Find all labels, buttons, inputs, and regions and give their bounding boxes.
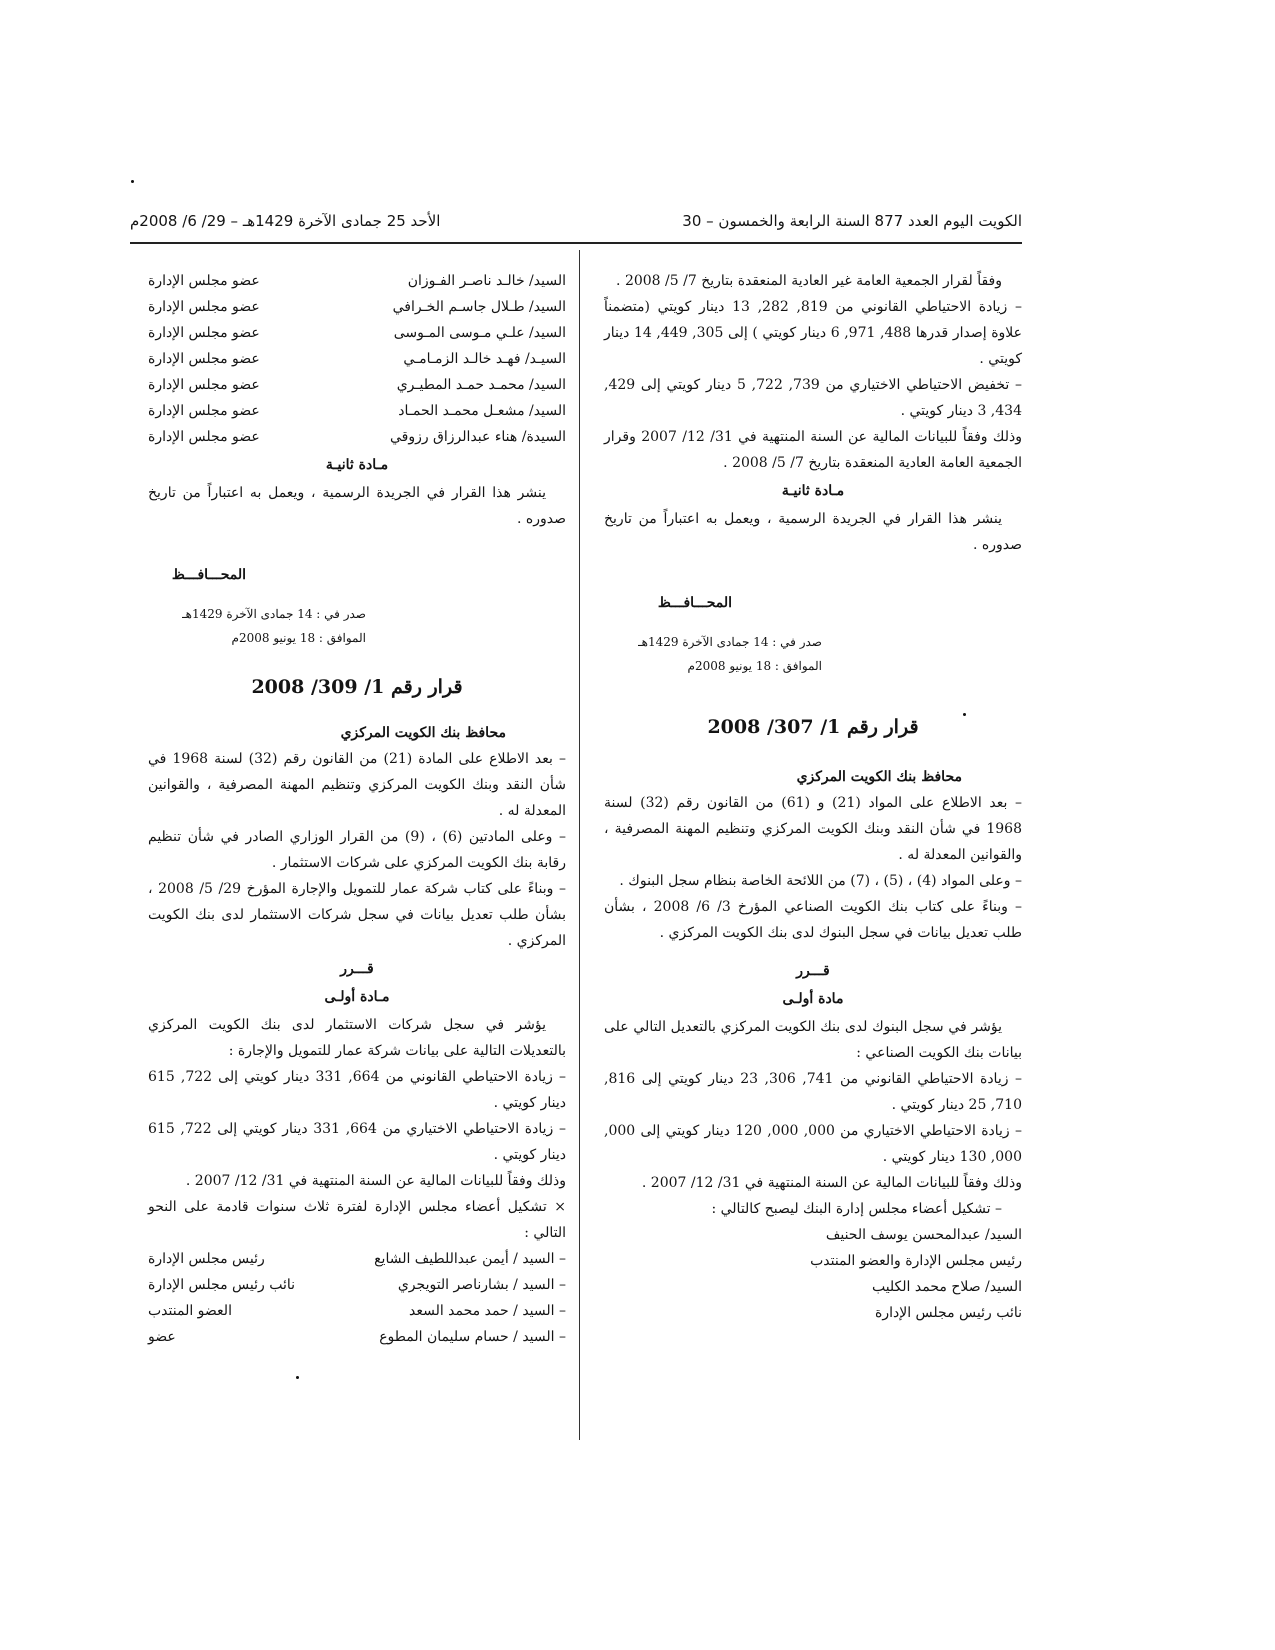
paragraph: – وبناءً على كتاب شركة عمار للتمويل والإجارة المؤرخ 29/ 5/ 2008 ، بشأن طلب تعديل بيانات في سجل شركات الاستثمار لدى بنك الكويت المركزي .	[148, 881, 566, 949]
decision-title: قرار رقم 1/ 307/ 2008	[707, 716, 919, 738]
paragraph: – وبناءً على كتاب بنك الكويت الصناعي المؤرخ 3/ 6/ 2008 ، بشأن طلب تعديل بيانات في سجل البنوك لدى بنك الكويت المركزي .	[604, 899, 1022, 941]
scan-speck	[963, 713, 966, 716]
board-member-role: نائب رئيس مجلس الإدارة	[875, 1305, 1022, 1321]
paragraph: وذلك وفقاً للبيانات المالية عن السنة المنتهية في 31/ 12/ 2007 وقرار الجمعية العامة العادية المنعقدة بتاريخ 7/ 5/ 2008 .	[604, 429, 1022, 471]
member-row	[148, 398, 566, 424]
decided-heading: قـــرر	[340, 961, 374, 977]
member-role: عضو مجلس الإدارة	[148, 351, 260, 367]
paragraph: وذلك وفقاً للبيانات المالية عن السنة المنتهية في 31/ 12/ 2007 .	[641, 1175, 1022, 1191]
scan-speck	[131, 180, 134, 183]
board-member-name: السيد/ صلاح محمد الكليب	[871, 1279, 1022, 1295]
member-name: السيد/ طـلال جاسـم الخـرافي	[392, 299, 566, 315]
member-name: السيد/ مشعـل محمـد الحمـاد	[398, 403, 566, 419]
issue-date-gregorian: الموافق : 18 يونيو 2008م	[231, 631, 366, 645]
board-row	[148, 1246, 566, 1272]
member-name: السيد/ خالـد ناصـر الفـوزان	[407, 273, 566, 289]
board-row	[148, 1298, 566, 1324]
header-rule	[130, 242, 1022, 244]
page-header	[130, 208, 1022, 238]
board-member-role: العضو المنتدب	[148, 1303, 232, 1319]
paragraph: يؤشر في سجل شركات الاستثمار لدى بنك الكويت المركزي بالتعديلات التالية على بيانات شركة عمار للتمويل والإجارة :	[148, 1017, 566, 1059]
paragraph: – وعلى المادتين (6) ، (9) من القرار الوزاري الصادر في شأن تنظيم رقابة بنك الكويت المركزي على شركات الاستثمار .	[148, 829, 567, 871]
column-divider	[579, 250, 580, 1440]
paragraph: وذلك وفقاً للبيانات المالية عن السنة المنتهية في 31/ 12/ 2007 .	[185, 1173, 566, 1189]
article-heading: مـادة ثانيـة	[325, 457, 389, 473]
member-role: عضو مجلس الإدارة	[148, 299, 260, 315]
paragraph: ينشر هذا القرار في الجريدة الرسمية ، ويعمل به اعتباراً من تاريخ صدوره .	[148, 485, 566, 527]
paragraph: – زيادة الاحتياطي الاختياري من 664, 331 دينار كويتي إلى 722, 615 دينار كويتي .	[148, 1121, 566, 1163]
paragraph: وفقاً لقرار الجمعية العامة غير العادية المنعقدة بتاريخ 7/ 5/ 2008 .	[616, 273, 1002, 289]
article-heading: مـادة أولـى	[324, 989, 390, 1005]
paragraph: – بعد الاطلاع على المواد (21) و (61) من القانون رقم (32) لسنة 1968 في شأن النقد وبنك الكويت المركزي وتنظيم المهنة المصرفية ، والقوانين المعدلة له .	[604, 795, 1022, 863]
left-column	[148, 268, 566, 1350]
paragraph: – زيادة الاحتياطي الاختياري من 000, 000, 120 دينار كويتي إلى 000, 000, 130 دينار كويتي .	[604, 1123, 1022, 1165]
board-member-role: رئيس مجلس الإدارة	[148, 1251, 265, 1267]
member-name: السيـد/ فهـد خالـد الزمـامـي	[403, 351, 566, 367]
board-member-name: – السيد / أيمن عبداللطيف الشايع	[374, 1251, 566, 1267]
member-name: السيد/ علـي مـوسى المـوسى	[393, 325, 566, 341]
board-member-name: – السيد / حمد محمد السعد	[408, 1303, 566, 1319]
paragraph: – وعلى المواد (4) ، (5) ، (7) من اللائحة الخاصة بنظام سجل البنوك .	[619, 873, 1022, 889]
member-row	[148, 320, 566, 346]
paragraph: – بعد الاطلاع على المادة (21) من القانون رقم (32) لسنة 1968 في شأن النقد وبنك الكويت المركزي وتنظيم المهنة المصرفية ، والقوانين المعدلة له .	[148, 751, 566, 819]
governor-signature: المحـــافـــظ	[657, 595, 732, 611]
paragraph: ينشر هذا القرار في الجريدة الرسمية ، ويعمل به اعتباراً من تاريخ صدوره .	[604, 511, 1022, 553]
header-date: الأحد 25 جمادى الآخرة 1429هـ – 29/ 6/ 2008م	[130, 212, 441, 230]
member-role: عضو مجلس الإدارة	[148, 403, 260, 419]
member-name: السيد/ محمـد حمـد المطيـري	[396, 377, 566, 393]
member-row	[148, 372, 566, 398]
member-row	[148, 294, 566, 320]
article-heading: مـادة ثانيـة	[781, 483, 845, 499]
decided-heading: قـــرر	[796, 963, 830, 979]
right-column	[604, 268, 1022, 1326]
board-member-name: – السيد / بشارناصر التويجري	[397, 1277, 566, 1293]
issue-date-hijri: صدر في : 14 جمادى الآخرة 1429هـ	[182, 607, 366, 621]
member-row	[148, 424, 566, 450]
paragraph: يؤشر في سجل البنوك لدى بنك الكويت المركزي بالتعديل التالي على بيانات بنك الكويت الصناعي :	[604, 1019, 1022, 1061]
member-role: عضو مجلس الإدارة	[148, 325, 260, 341]
article-heading: مادة أولـى	[782, 991, 844, 1007]
board-member-name: – السيد / حسام سليمان المطوع	[379, 1329, 566, 1345]
member-role: عضو مجلس الإدارة	[148, 377, 260, 393]
issuer-heading: محافظ بنك الكويت المركزي	[340, 725, 506, 741]
board-member-name: السيد/ عبدالمحسن يوسف الحنيف	[825, 1227, 1022, 1243]
issue-date-gregorian: الموافق : 18 يونيو 2008م	[687, 659, 822, 673]
member-row	[148, 346, 566, 372]
issuer-heading: محافظ بنك الكويت المركزي	[796, 769, 962, 785]
paragraph: – زيادة الاحتياطي القانوني من 819, 282, 13 دينار كويتي (متضمناً علاوة إصدار قدرها 488, 971, 6 دينار كويتي ) إلى 305, 449, 14 دينار كويتي .	[604, 299, 1022, 367]
paragraph: – زيادة الاحتياطي القانوني من 741, 306, 23 دينار كويتي إلى 816, 710, 25 دينار كويتي .	[604, 1071, 1023, 1113]
board-row	[148, 1324, 566, 1350]
board-row	[148, 1272, 566, 1298]
header-issue-info: الكويت اليوم العدد 877 السنة الرابعة والخمسون – 30	[682, 212, 1022, 230]
member-name: السيدة/ هناء عبدالرزاق رزوقي	[389, 429, 566, 445]
decision-title: قرار رقم 1/ 309/ 2008	[251, 676, 463, 698]
paragraph: × تشكيل أعضاء مجلس الإدارة لفترة ثلاث سنوات قادمة على النحو التالي :	[148, 1199, 566, 1241]
issue-date-hijri: صدر في : 14 جمادى الآخرة 1429هـ	[638, 635, 822, 649]
scan-speck	[296, 1376, 299, 1379]
paragraph: – زيادة الاحتياطي القانوني من 664, 331 دينار كويتي إلى 722, 615 دينار كويتي .	[148, 1069, 566, 1111]
board-member-role: عضو	[148, 1329, 176, 1345]
paragraph: – تشكيل أعضاء مجلس إدارة البنك ليصبح كالتالي :	[711, 1201, 1002, 1217]
paragraph: – تخفيض الاحتياطي الاختياري من 739, 722, 5 دينار كويتي إلى 429, 434, 3 دينار كويتي .	[604, 377, 1022, 419]
board-member-role: نائب رئيس مجلس الإدارة	[148, 1277, 295, 1293]
member-role: عضو مجلس الإدارة	[148, 429, 260, 445]
member-row	[148, 268, 566, 294]
member-role: عضو مجلس الإدارة	[148, 273, 260, 289]
governor-signature: المحـــافـــظ	[171, 567, 246, 583]
board-member-role: رئيس مجلس الإدارة والعضو المنتدب	[810, 1253, 1022, 1269]
